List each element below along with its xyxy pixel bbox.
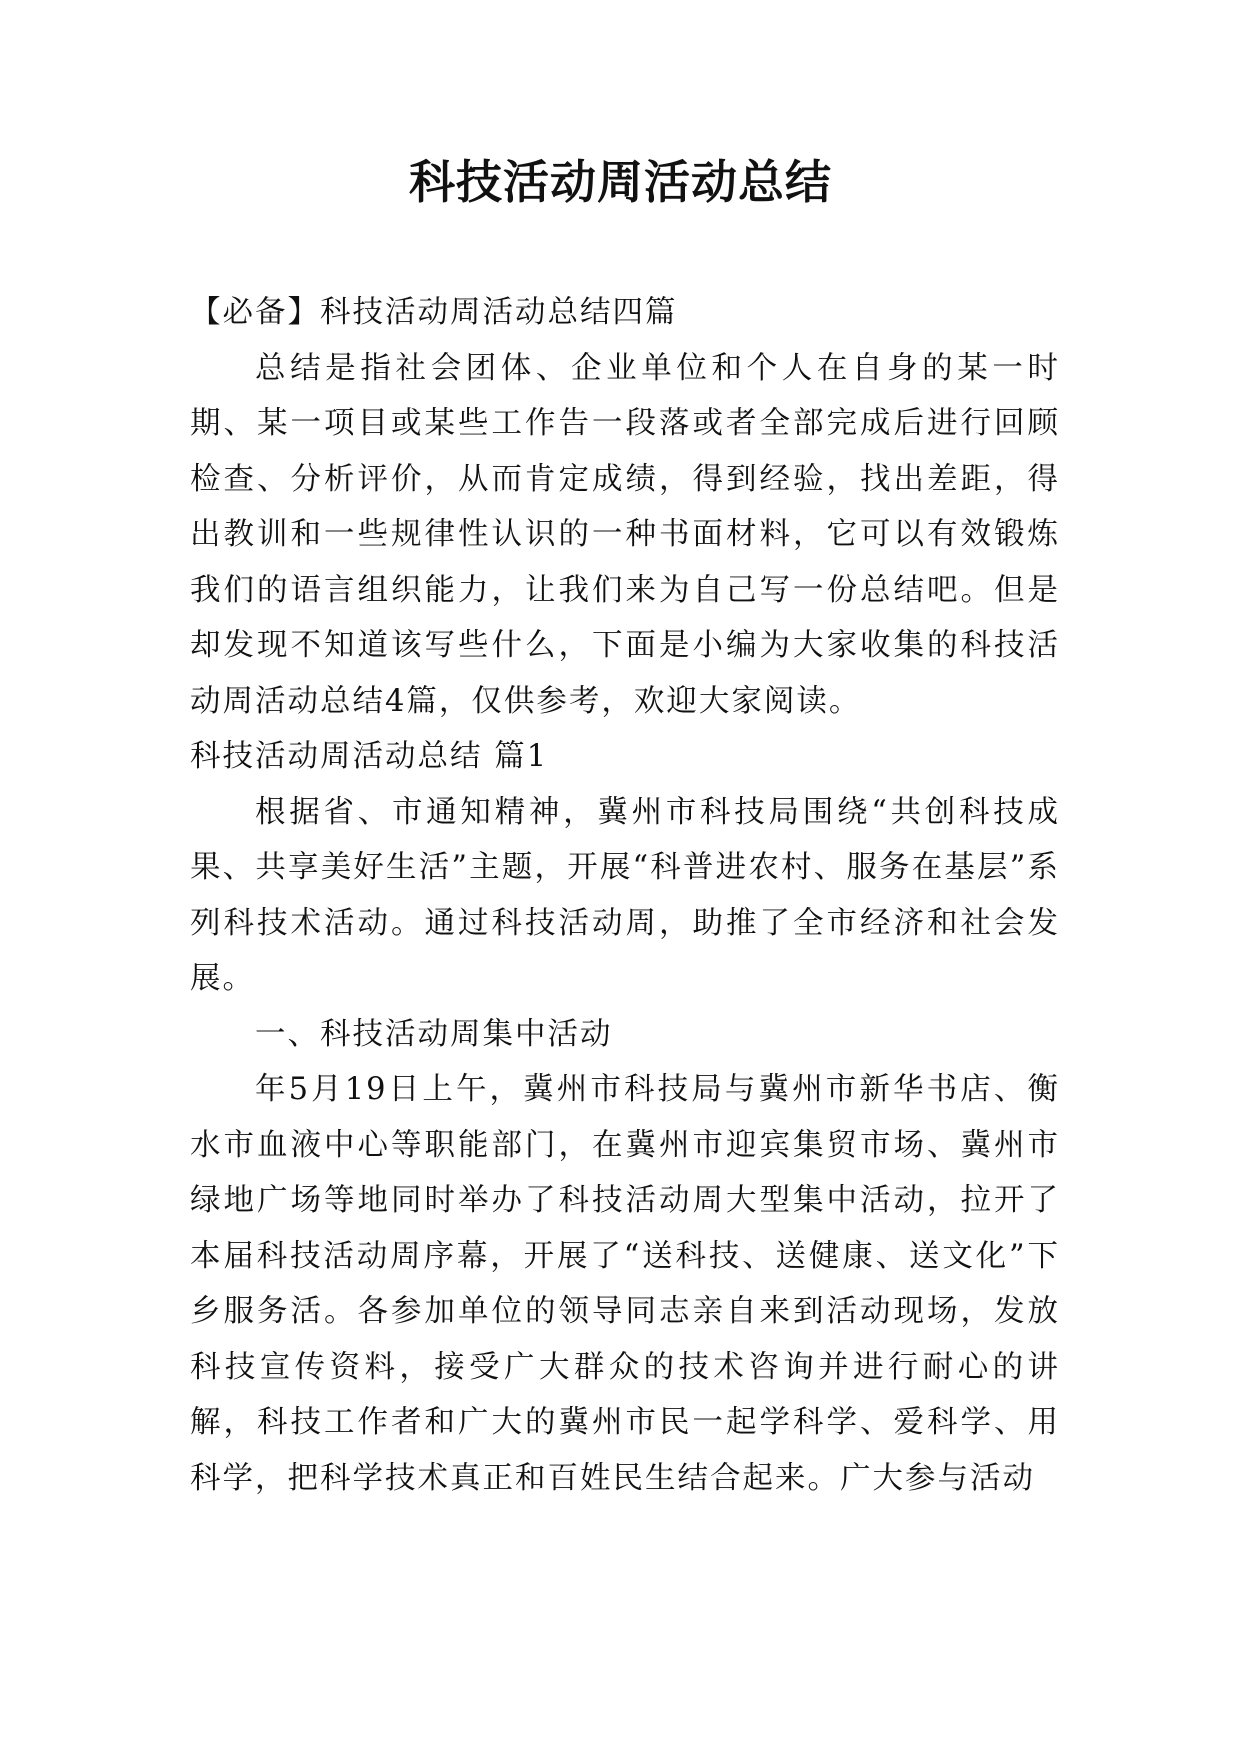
document-title: 科技活动周活动总结 bbox=[409, 155, 832, 209]
subsection-heading: 一、科技活动周集中活动 bbox=[255, 1016, 613, 1052]
section-heading-1: 科技活动周活动总结 篇1 bbox=[190, 739, 549, 774]
intro-paragraph: 总结是指社会团体、企业单位和个人在自身的某一时期、某一项目或某些工作告一段落或者全部完成后进行回顾检查、分析评价，从而肯定成绩，得到经验，找出差距，得出教训和一些规律性认识的一种书面材料，它可以有效锻炼我们的语言组织能力，让我们来为自己写一份总结吧。但是却发现不知道该写些什么，下面是小编为大家收集的科技活动周活动总结4篇，仅供参考，欢迎大家阅读。 bbox=[190, 350, 1060, 719]
document-subtitle-line: 【必备】科技活动周活动总结四篇 bbox=[190, 295, 678, 330]
document-body bbox=[190, 285, 1060, 1506]
body-paragraph: 根据省、市通知精神，冀州市科技局围绕“共创科技成果、共享美好生活”主题，开展“科普进农村、服务在基层”系列科技术活动。通过科技活动周，助推了全市经济和社会发展。 bbox=[190, 794, 1060, 996]
body-paragraph: 年5月19日上午，冀州市科技局与冀州市新华书店、衡水市血液中心等职能部门，在冀州市迎宾集贸市场、冀州市绿地广场等地同时举办了科技活动周大型集中活动，拉开了本届科技活动周序幕，开展了“送科技、送健康、送文化”下乡服务活。各参加单位的领导同志亲自来到活动现场，发放科技宣传资料，接受广大群众的技术咨询并进行耐心的讲解，科技工作者和广大的冀州市民一起学科学、爱科学、用科学，把科学技术真正和百姓民生结合起来。广大参与活动 bbox=[190, 1072, 1060, 1496]
